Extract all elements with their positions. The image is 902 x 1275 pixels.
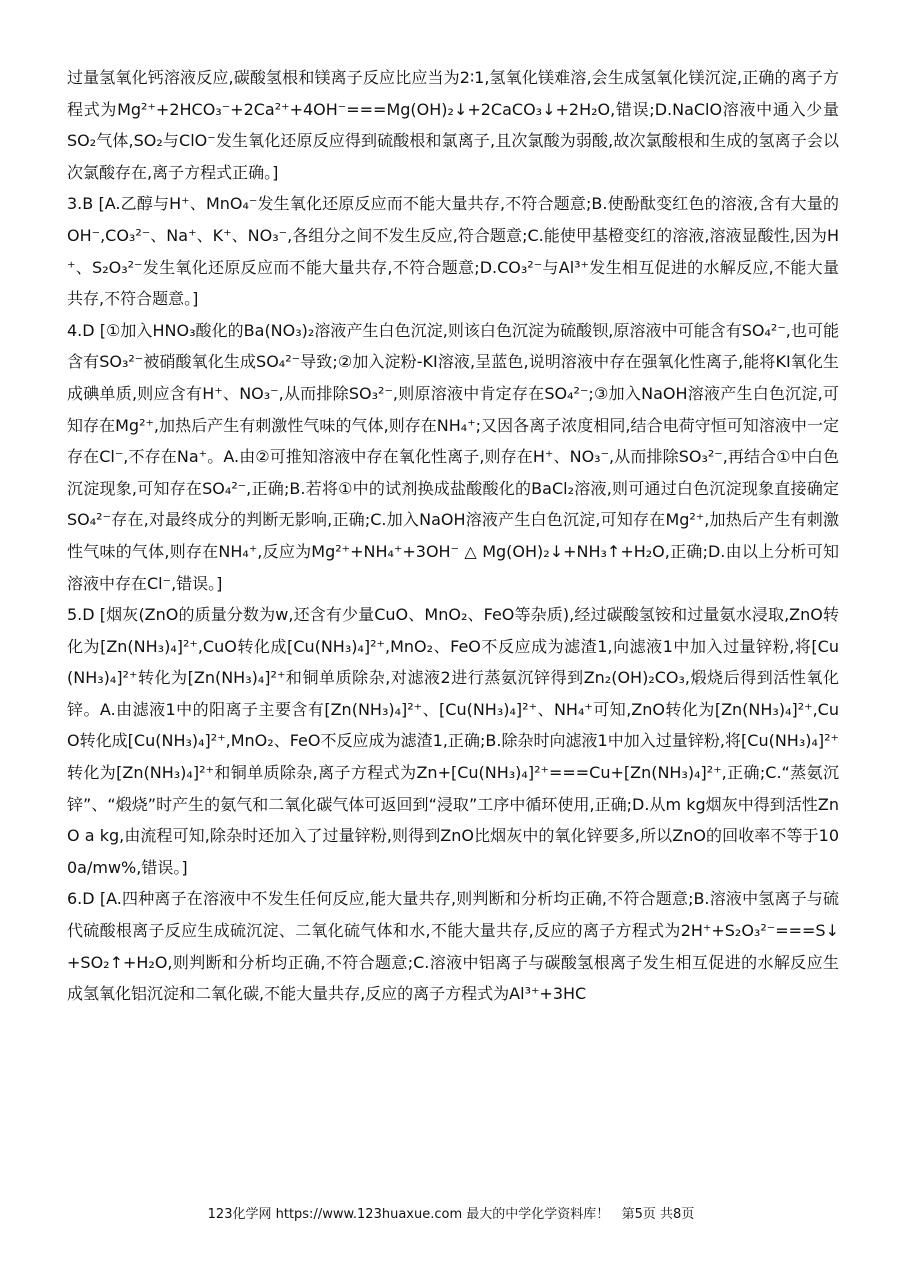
paragraph-answer-4: 4.D [①加入HNO₃酸化的Ba(NO₃)₂溶液产生白色沉淀,则该白色沉淀为硫酸钡,原溶液中可能含有SO₄²⁻,也可能含有SO₃²⁻被硝酸氧化生成SO₄²⁻导致;②加入淀粉-KI溶液,呈蓝色,说明溶液中存在强氧化性离子,能将KI氧化生成碘单质,则应含有H⁺、NO₃⁻,从而排除SO₃²⁻,则原溶液中肯定存在SO₄²⁻;③加入NaOH溶液产生白色沉淀,可知存在Mg²⁺,加热后产生有刺激性气味的气体,则存在NH₄⁺;又因各离子浓度相同,结合电荷守恒可知溶液中一定存在Cl⁻,不存在Na⁺。A.由②可推知溶液中存在氧化性离子,则存在H⁺、NO₃⁻,从而排除SO₃²⁻,再结合①中白色沉淀现象,可知存在SO₄²⁻,正确;B.若将①中的试剂换成盐酸酸化的BaCl₂溶液,则可通过白色沉淀现象直接确定SO₄²⁻存在,对最终成分的判断无影响,正确;C.加入NaOH溶液产生白色沉淀,可知存在Mg²⁺,加热后产生有刺激性气味的气体,则存在NH₄⁺,反应为Mg²⁺+NH₄⁺+3OH⁻ △ Mg(OH)₂↓+NH₃↑+H₂O,正确;D.由以上分析可知溶液中存在Cl⁻,错误。]	[67, 320, 839, 593]
answer-explanations	[67, 62, 839, 1010]
page-footer: 123化学网 https://www.123huaxue.com 最大的中学化学资料库！ 第5页 共8页	[207, 1207, 695, 1222]
paragraph-answer-3: 3.B [A.乙醇与H⁺、MnO₄⁻发生氧化还原反应而不能大量共存,不符合题意;B.使酚酞变红色的溶液,含有大量的OH⁻,CO₃²⁻、Na⁺、K⁺、NO₃⁻,各组分之间不发生反应,符合题意;C.能使甲基橙变红的溶液,溶液显酸性,因为H⁺、S₂O₃²⁻发生氧化还原反应而不能大量共存,不符合题意;D.CO₃²⁻与Al³⁺发生相互促进的水解反应,不能大量共存,不符合题意。]	[67, 194, 839, 309]
paragraph-answer-6: 6.D [A.四种离子在溶液中不发生任何反应,能大量共存,则判断和分析均正确,不符合题意;B.溶液中氢离子与硫代硫酸根离子反应生成硫沉淀、二氧化硫气体和水,不能大量共存,反应的离子方程式为2H⁺+S₂O₃²⁻===S↓+SO₂↑+H₂O,则判断和分析均正确,不符合题意;C.溶液中铝离子与碳酸氢根离子发生相互促进的水解反应生成氢氧化铝沉淀和二氧化碳,不能大量共存,反应的离子方程式为Al³⁺+3HC	[67, 889, 839, 1004]
paragraph-answer-5: 5.D [烟灰(ZnO的质量分数为w,还含有少量CuO、MnO₂、FeO等杂质),经过碳酸氢铵和过量氨水浸取,ZnO转化为[Zn(NH₃)₄]²⁺,CuO转化成[Cu(NH₃)₄]²⁺,MnO₂、FeO不反应成为滤渣1,向滤液1中加入过量锌粉,将[Cu(NH₃)₄]²⁺转化为[Zn(NH₃)₄]²⁺和铜单质除杂,对滤液2进行蒸氨沉锌得到Zn₂(OH)₂CO₃,煅烧后得到活性氧化锌。A.由滤液1中的阳离子主要含有[Zn(NH₃)₄]²⁺、[Cu(NH₃)₄]²⁺、NH₄⁺可知,ZnO转化为[Zn(NH₃)₄]²⁺,CuO转化成[Cu(NH₃)₄]²⁺,MnO₂、FeO不反应成为滤渣1,正确;B.除杂时向滤液1中加入过量锌粉,将[Cu(NH₃)₄]²⁺转化为[Zn(NH₃)₄]²⁺和铜单质除杂,离子方程式为Zn+[Cu(NH₃)₄]²⁺===Cu+[Zn(NH₃)₄]²⁺,正确;C.“蒸氨沉锌”、“煅烧”时产生的氨气和二氧化碳气体可返回到“浸取”工序中循环使用,正确;D.从m kg烟灰中得到活性ZnO a kg,由流程可知,除杂时还加入了过量锌粉,则得到ZnO比烟灰中的氧化锌要多,所以ZnO的回收率不等于100a/mw%,错误。]	[67, 605, 839, 877]
paragraph-continuation: 过量氢氧化钙溶液反应,碳酸氢根和镁离子反应比应当为2∶1,氢氧化镁难溶,会生成氢氧化镁沉淀,正确的离子方程式为Mg²⁺+2HCO₃⁻+2Ca²⁺+4OH⁻===Mg(OH)₂↓+2CaCO₃↓+2H₂O,错误;D.NaClO溶液中通入少量SO₂气体,SO₂与ClO⁻发生氧化还原反应得到硫酸根和氯离子,且次氯酸为弱酸,故次氯酸根和生成的氢离子会以次氯酸存在,离子方程式正确。]	[67, 68, 839, 182]
